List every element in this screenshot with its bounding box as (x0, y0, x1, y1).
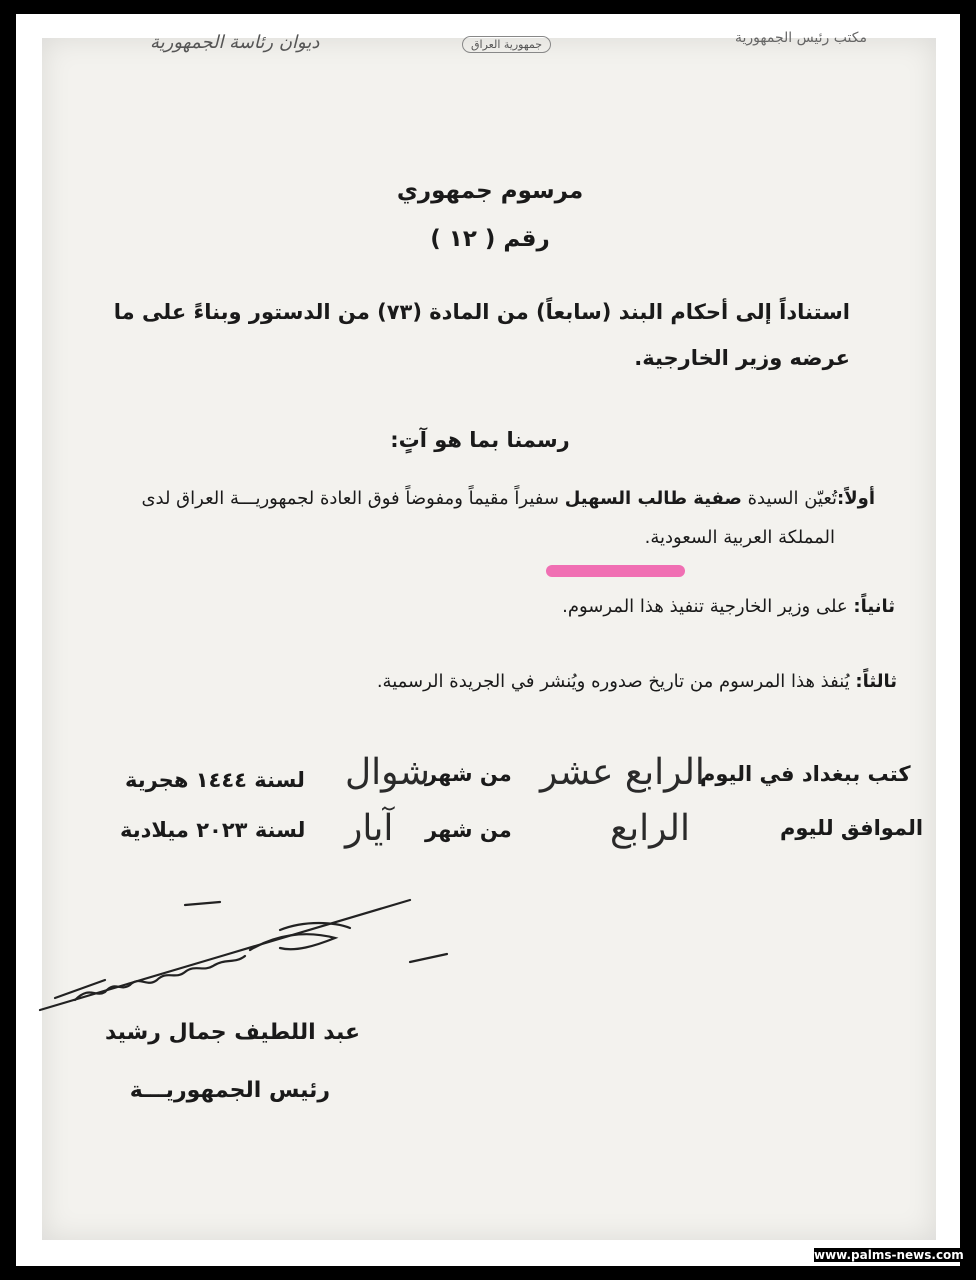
dateline-1-month-label: من شهر (425, 762, 512, 786)
source-watermark: www.palms-news.com (814, 1248, 964, 1262)
signature-icon (35, 880, 465, 1020)
decree-statement: رسمنا بما هو آتٍ: (390, 428, 570, 452)
dateline-1-year: لسنة ١٤٤٤ هجرية (125, 768, 305, 792)
decree-title: مرسوم جمهوري (396, 178, 584, 204)
article-2 (535, 596, 895, 617)
dateline-2-year: لسنة ٢٠٢٣ ميلادية (120, 818, 306, 842)
article-1-line-2: المملكة العربية السعودية. (644, 527, 835, 548)
appointee-name: صفية طالب السهيل (564, 488, 742, 509)
article-1-text-b: سفيراً مقيماً ومفوضاً فوق العادة لجمهوريـــة العراق لدى (141, 488, 565, 509)
document-page (42, 38, 936, 1240)
dateline-2-day-handwritten: الرابع (610, 808, 691, 849)
article-2-heading: ثانياً: (853, 596, 895, 617)
decree-number: رقم ( ١٢ ) (430, 226, 550, 252)
signatory-title: رئيس الجمهوريـــة (129, 1078, 330, 1103)
signatory-name: عبد اللطيف جمال رشيد (104, 1020, 360, 1045)
article-3 (345, 671, 897, 692)
letterhead-right: مكتب رئيس الجمهورية (735, 30, 867, 46)
article-3-heading: ثالثاً: (855, 671, 897, 692)
dateline-2-month-handwritten: آيار (345, 808, 394, 849)
letterhead-emblem-text: جمهورية العراق (462, 36, 551, 53)
dateline-2-prefix: الموافق لليوم (780, 816, 924, 840)
preamble-line-1: استناداً إلى أحكام البند (سابعاً) من المادة (٧٣) من الدستور وبناءً على ما (113, 300, 850, 324)
dateline-1-day-handwritten: الرابع عشر (540, 752, 705, 793)
preamble-line-2: عرضه وزير الخارجية. (634, 346, 850, 370)
article-1-text-a: تُعيّن السيدة (741, 488, 838, 509)
dateline-1-prefix: كتب ببغداد في اليوم (700, 762, 911, 786)
highlight-underline (546, 565, 685, 577)
letterhead-left: ديوان رئاسة الجمهورية (150, 32, 320, 53)
dateline-2-month-label: من شهر (425, 818, 512, 842)
article-1-heading: أولاً: (837, 488, 875, 509)
dateline-1-month-handwritten: شوال (345, 752, 430, 793)
article-2-text: على وزير الخارجية تنفيذ هذا المرسوم. (562, 596, 854, 617)
article-1-line-1 (125, 488, 875, 509)
article-3-text: يُنفذ هذا المرسوم من تاريخ صدوره ويُنشر في الجريدة الرسمية. (376, 671, 856, 692)
